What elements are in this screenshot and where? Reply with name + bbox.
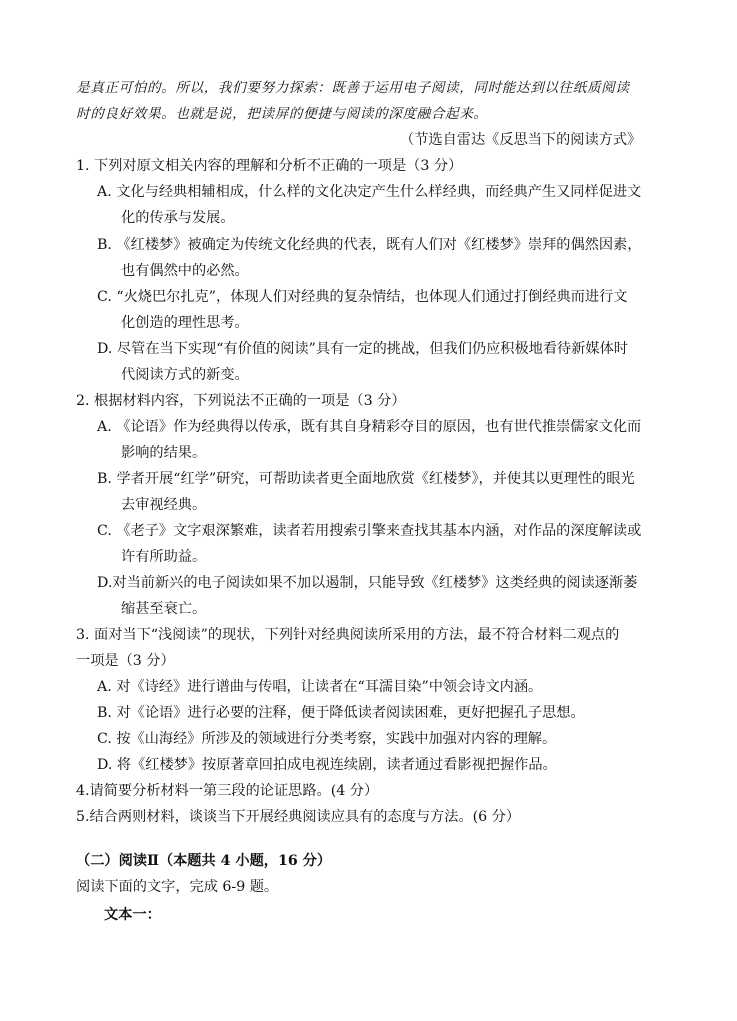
q1-option-c-line-1: C. “火烧巴尔扎克”，体现人们对经典的复杂情结，也体现人们通过打倒经典而进行文	[97, 289, 628, 305]
section-2-instruction: 阅读下面的文字，完成 6-9 题。	[76, 879, 279, 895]
q3-stem-line-1: 3. 面对当下“浅阅读”的现状，下列针对经典阅读所采用的方法，最不符合材料二观点的	[76, 627, 620, 643]
q1-option-a-line-2: 化的传承与发展。	[121, 210, 235, 226]
q1-option-a-line-1: A. 文化与经典相辅相成，什么样的文化决定产生什么样经典，而经典产生又同样促进文	[97, 184, 642, 200]
q2-option-c-line-1: C. 《老子》文字艰深繁难，读者若用搜索引擎来查找其基本内涵，对作品的深度解读或	[97, 523, 642, 539]
q3-option-a: A. 对《诗经》进行谱曲与传唱，让读者在“耳濡目染”中领会诗文内涵。	[97, 679, 543, 695]
text-one-label: 文本一：	[104, 907, 161, 923]
q1-option-b-line-2: 也有偶然中的必然。	[121, 263, 249, 279]
passage-line-2: 时的良好效果。也就是说，把读屏的便捷与阅读的深度融合起来。	[76, 106, 488, 122]
q2-option-d-line-1: D.对当前新兴的电子阅读如果不加以遏制，只能导致《红楼梦》这类经典的阅读逐渐萎	[97, 575, 638, 591]
q1-stem: 1. 下列对原文相关内容的理解和分析不正确的一项是（3 分）	[76, 158, 463, 174]
q2-option-b-line-2: 去审视经典。	[121, 497, 207, 513]
passage-source: （节选自雷达《反思当下的阅读方式》	[400, 132, 642, 148]
q2-stem: 2. 根据材料内容，下列说法不正确的一项是（3 分）	[76, 393, 406, 409]
q4-stem: 4.请简要分析材料一第三段的论证思路。(4 分）	[76, 783, 379, 799]
q3-option-c: C. 按《山海经》所涉及的领域进行分类考察，实践中加强对内容的理解。	[97, 731, 557, 747]
q2-option-a-line-2: 影响的结果。	[121, 445, 207, 461]
q3-option-d: D. 将《红楼梦》按原著章回拍成电视连续剧，读者通过看影视把握作品。	[97, 757, 557, 773]
q2-option-c-line-2: 许有所助益。	[121, 549, 207, 565]
section-2-heading: （二）阅读Ⅱ（本题共 4 小题，16 分）	[76, 853, 332, 869]
q1-option-b-line-1: B. 《红楼梦》被确定为传统文化经典的代表，既有人们对《红楼梦》崇拜的偶然因素，	[97, 237, 642, 253]
q2-option-b-line-1: B. 学者开展“红学”研究，可帮助读者更全面地欣赏《红楼梦》，并使其以更理性的眼光	[97, 471, 635, 487]
q5-stem: 5.结合两则材料，谈谈当下开展经典阅读应具有的态度与方法。(6 分）	[76, 809, 521, 825]
passage-line-1: 是真正可怕的。所以，我们要努力探索：既善于运用电子阅读，同时能达到以往纸质阅读	[76, 80, 630, 96]
q2-option-a-line-1: A. 《论语》作为经典得以传承，既有其自身精彩夺目的原因，也有世代推崇儒家文化而	[97, 419, 642, 435]
q1-option-d-line-1: D. 尽管在当下实现“有价值的阅读”具有一定的挑战，但我们仍应积极地看待新媒体时	[97, 341, 628, 357]
q1-option-d-line-2: 代阅读方式的新变。	[121, 367, 249, 383]
q3-stem-line-2: 一项是（3 分）	[76, 653, 175, 669]
q2-option-d-line-2: 缩甚至衰亡。	[121, 601, 207, 617]
q1-option-c-line-2: 化创造的理性思考。	[121, 315, 249, 331]
q3-option-b: B. 对《论语》进行必要的注释，便于降低读者阅读困难，更好把握孔子思想。	[97, 705, 585, 721]
